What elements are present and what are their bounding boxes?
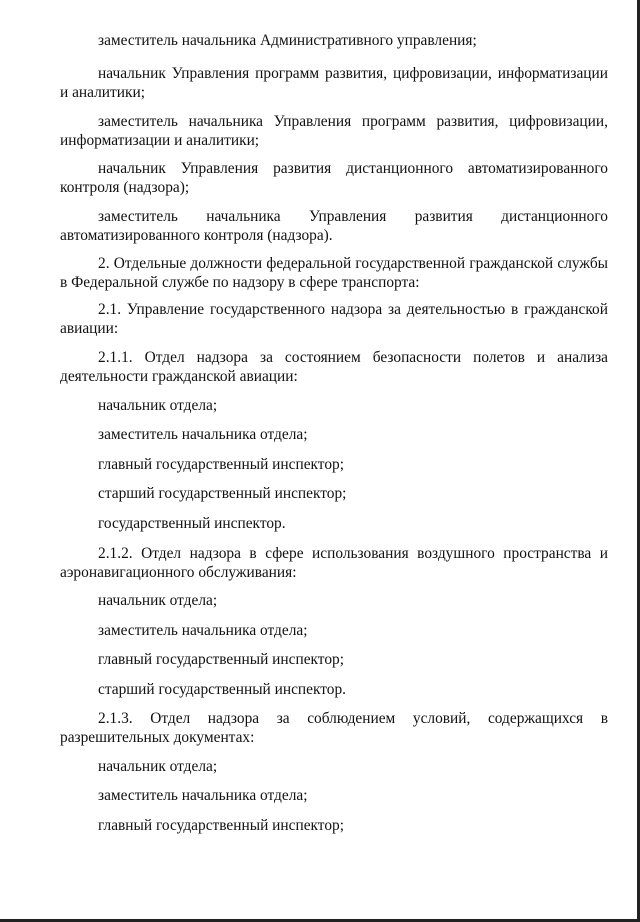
list-item-head-of-department: начальник отдела;	[98, 758, 218, 775]
list-item-deputy-head-of-department: заместитель начальника отдела;	[98, 787, 308, 804]
paragraph-deputy-head-admin: заместитель начальника Административного управления;	[98, 32, 477, 49]
list-item-senior-inspector: старший государственный инспектор.	[98, 681, 347, 698]
list-item-head-of-department: начальник отдела;	[98, 592, 218, 609]
list-item-chief-inspector: главный государственный инспектор;	[98, 651, 344, 668]
paragraph-deputy-head-remote-control-department: заместитель начальника Управления развития дистанционного автоматизированного контроля (надзора).	[60, 208, 608, 244]
list-item-deputy-head-of-department: заместитель начальника отдела;	[98, 622, 308, 639]
list-item-chief-inspector: главный государственный инспектор;	[98, 456, 344, 473]
paragraph-head-digital-department: начальник Управления программ развития, цифровизации, информатизации и аналитики;	[60, 65, 608, 101]
list-item-deputy-head-of-department: заместитель начальника отдела;	[98, 426, 308, 443]
paragraph-section-2-1-3: 2.1.3. Отдел надзора за соблюдением условий, содержащихся в разрешительных документах:	[60, 710, 608, 746]
paragraph-head-remote-control-department: начальник Управления развития дистанционного автоматизированного контроля (надзора);	[60, 160, 608, 196]
paragraph-section-2-1-2: 2.1.2. Отдел надзора в сфере использования воздушного пространства и аэронавигационного обслуживания:	[60, 545, 608, 581]
paragraph-section-2-1-1: 2.1.1. Отдел надзора за состоянием безопасности полетов и анализа деятельности гражданской авиации:	[60, 349, 608, 385]
list-item-head-of-department: начальник отдела;	[98, 397, 218, 414]
list-item-chief-inspector: главный государственный инспектор;	[98, 817, 344, 834]
paragraph-section-2: 2. Отдельные должности федеральной государственной гражданской службы в Федеральной службе по надзору в сфере транспорта:	[60, 255, 608, 291]
list-item-inspector: государственный инспектор.	[98, 515, 286, 532]
paragraph-section-2-1: 2.1. Управление государственного надзора за деятельностью в гражданской авиации:	[60, 301, 608, 337]
list-item-senior-inspector: старший государственный инспектор;	[98, 485, 347, 502]
paragraph-deputy-head-digital-department: заместитель начальника Управления программ развития, цифровизации, информатизации и аналитики;	[60, 113, 608, 149]
